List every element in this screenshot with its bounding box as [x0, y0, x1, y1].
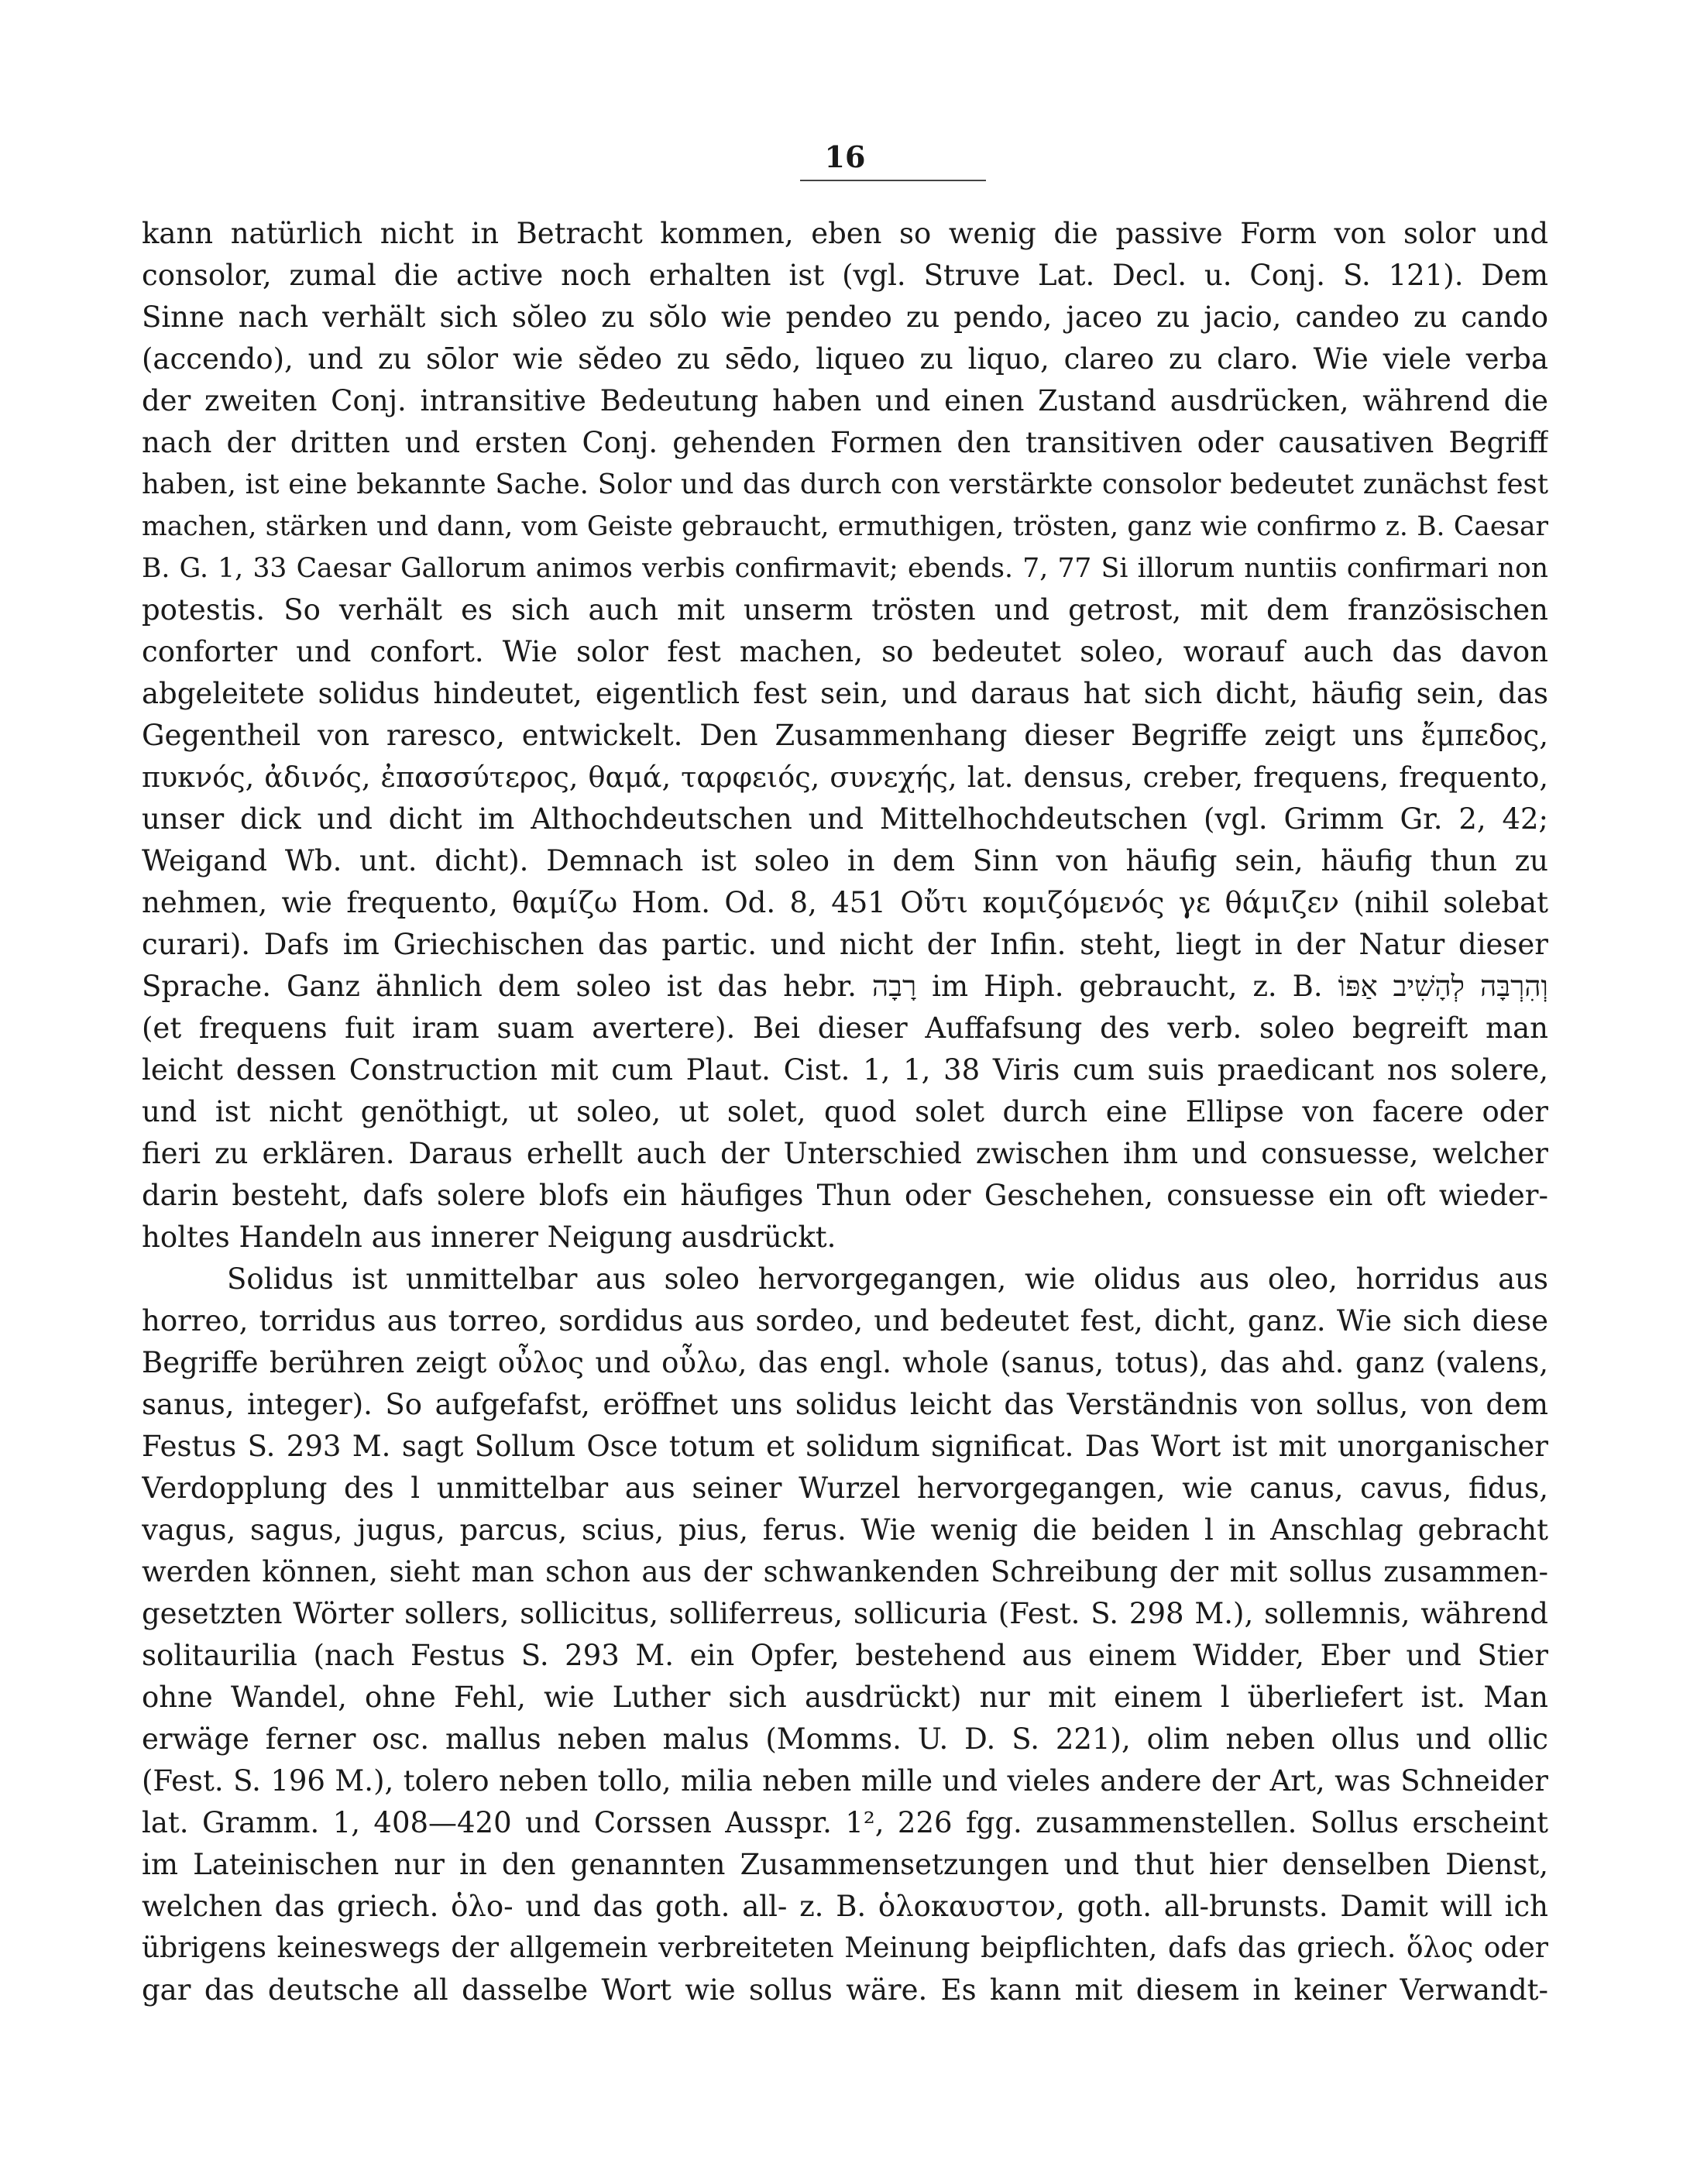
text-line: (et frequens fuit iram suam avertere). Bei dieser Auffafsung des verb. soleo begreift man — [142, 1011, 1548, 1045]
text-line: Sinne nach verhält sich sŏleo zu sŏlo wie pendeo zu pendo, jaceo zu jacio, candeo zu cando — [142, 300, 1548, 334]
text-line: consolor, zumal die active noch erhalten ist (vgl. Struve Lat. Decl. u. Conj. S. 121). Dem — [142, 259, 1548, 292]
text-line: holtes Handeln aus innerer Neigung ausdrückt. — [142, 1221, 836, 1254]
text-line: der zweiten Conj. intransitive Bedeutung haben und einen Zustand ausdrücken, während die — [142, 384, 1548, 417]
text-line: Solidus ist unmittelbar aus soleo hervorgegangen, wie olidus aus oleo, horridus aus — [227, 1262, 1548, 1296]
text-line: gesetzten Wörter sollers, sollicitus, solliferreus, sollicuria (Fest. S. 298 M.), sollemnis, während — [142, 1597, 1548, 1630]
text-line: machen, stärken und dann, vom Geiste gebraucht, ermuthigen, trösten, ganz wie confirmo z. B. Caesar — [142, 511, 1548, 542]
text-line: fieri zu erklären. Daraus erhellt auch der Unterschied zwischen ihm und consuesse, welcher — [142, 1137, 1548, 1170]
text-line: abgeleitete solidus hindeutet, eigentlich fest sein, und daraus hat sich dicht, häufig sein, das — [142, 677, 1548, 710]
text-line: (Fest. S. 196 M.), tolero neben tollo, milia neben mille und vieles andere der Art, was Schneider — [142, 1764, 1548, 1798]
text-line: πυκνός, ἀδινός, ἐπασσύτερος, θαμά, ταρφειός, συνεχής, lat. densus, creber, frequens, frequento, — [142, 761, 1548, 794]
text-line: (accendo), und zu sōlor wie sĕdeo zu sēdo, liqueo zu liquo, clareo zu claro. Wie viele verba — [142, 342, 1548, 376]
text-line: Gegentheil von raresco, entwickelt. Den Zusammenhang dieser Begriffe zeigt uns ἔμπεδος, — [142, 719, 1548, 752]
text-line: und ist nicht genöthigt, ut soleo, ut solet, quod solet durch eine Ellipse von facere oder — [142, 1095, 1548, 1128]
text-line: lat. Gramm. 1, 408—420 und Corssen Ausspr. 1², 226 fgg. zusammenstellen. Sollus erscheint — [142, 1806, 1548, 1839]
text-line: curari). Dafs im Griechischen das partic. und nicht der Infin. steht, liegt in der Natur dieser — [142, 928, 1548, 961]
text-line: werden können, sieht man schon aus der schwankenden Schreibung der mit sollus zusammen- — [142, 1555, 1548, 1588]
text-line: Festus S. 293 M. sagt Sollum Osce totum et solidum significat. Das Wort ist mit unorganischer — [142, 1430, 1548, 1463]
page-number: 16 — [824, 139, 866, 174]
text-line: Weigand Wb. unt. dicht). Demnach ist soleo in dem Sinn von häufig sein, häufig thun zu — [142, 844, 1548, 877]
body-text — [142, 213, 1548, 2011]
header-rule — [800, 180, 986, 181]
text-line: Begriffe berühren zeigt οὖλος und οὖλω, das engl. whole (sanus, totus), das ahd. ganz (valens, — [142, 1346, 1548, 1379]
text-line: kann natürlich nicht in Betracht kommen, eben so wenig die passive Form von solor und — [142, 217, 1548, 250]
text-line: ohne Wandel, ohne Fehl, wie Luther sich ausdrückt) nur mit einem l überliefert ist. Man — [142, 1681, 1548, 1714]
text-line: nehmen, wie frequento, θαμίζω Hom. Od. 8, 451 Οὔτι κομιζόμενός γε θάμιζεν (nihil solebat — [142, 886, 1548, 919]
text-line: vagus, sagus, jugus, parcus, scius, pius, ferus. Wie wenig die beiden l in Anschlag gebracht — [142, 1513, 1548, 1547]
text-line: B. G. 1, 33 Caesar Gallorum animos verbis confirmavit; ebends. 7, 77 Si illorum nuntiis confirmari non — [142, 553, 1548, 584]
text-line: welchen das griech. ὁλο- und das goth. all- z. B. ὁλοκαυστον, goth. all-brunsts. Damit will ich — [142, 1890, 1548, 1923]
document-page — [142, 132, 1548, 2114]
text-line: Sprache. Ganz ähnlich dem soleo ist das hebr. רָבָה im Hiph. gebraucht, z. B. וְהִרְבָּה לְהָשִׁיב אַפּוֹ — [142, 970, 1548, 1003]
text-line: nach der dritten und ersten Conj. gehenden Formen den transitiven oder causativen Begriff — [142, 426, 1548, 459]
text-line: im Lateinischen nur in den genannten Zusammensetzungen und thut hier denselben Dienst, — [142, 1848, 1548, 1881]
text-line: sanus, integer). So aufgefafst, eröffnet uns solidus leicht das Verständnis von sollus, von dem — [142, 1388, 1548, 1421]
text-line: übrigens keineswegs der allgemein verbreiteten Meinung beipflichten, dafs das griech. ὅλος oder — [142, 1932, 1548, 1964]
text-line: gar das deutsche all dasselbe Wort wie sollus wäre. Es kann mit diesem in keiner Verwandt- — [142, 1973, 1548, 2007]
text-line: leicht dessen Construction mit cum Plaut. Cist. 1, 1, 38 Viris cum suis praedicant nos solere, — [142, 1053, 1548, 1087]
text-line: erwäge ferner osc. mallus neben malus (Momms. U. D. S. 221), olim neben ollus und ollic — [142, 1722, 1548, 1756]
text-line: horreo, torridus aus torreo, sordidus aus sordeo, und bedeutet fest, dicht, ganz. Wie sich diese — [142, 1304, 1548, 1338]
text-line: conforter und confort. Wie solor fest machen, so bedeutet soleo, worauf auch das davon — [142, 635, 1548, 668]
text-line: solitaurilia (nach Festus S. 293 M. ein Opfer, bestehend aus einem Widder, Eber und Stier — [142, 1639, 1548, 1672]
text-line: Verdopplung des l unmittelbar aus seiner Wurzel hervorgegangen, wie canus, cavus, fidus, — [142, 1471, 1548, 1505]
text-line: haben, ist eine bekannte Sache. Solor und das durch con verstärkte consolor bedeutet zunächst fest — [142, 469, 1548, 500]
text-line: unser dick und dicht im Althochdeutschen und Mittelhochdeutschen (vgl. Grimm Gr. 2, 42; — [142, 802, 1548, 836]
text-line: darin besteht, dafs solere blofs ein häufiges Thun oder Geschehen, consuesse ein oft wieder- — [142, 1179, 1548, 1212]
text-line: potestis. So verhält es sich auch mit unserm trösten und getrost, mit dem französischen — [142, 593, 1548, 627]
